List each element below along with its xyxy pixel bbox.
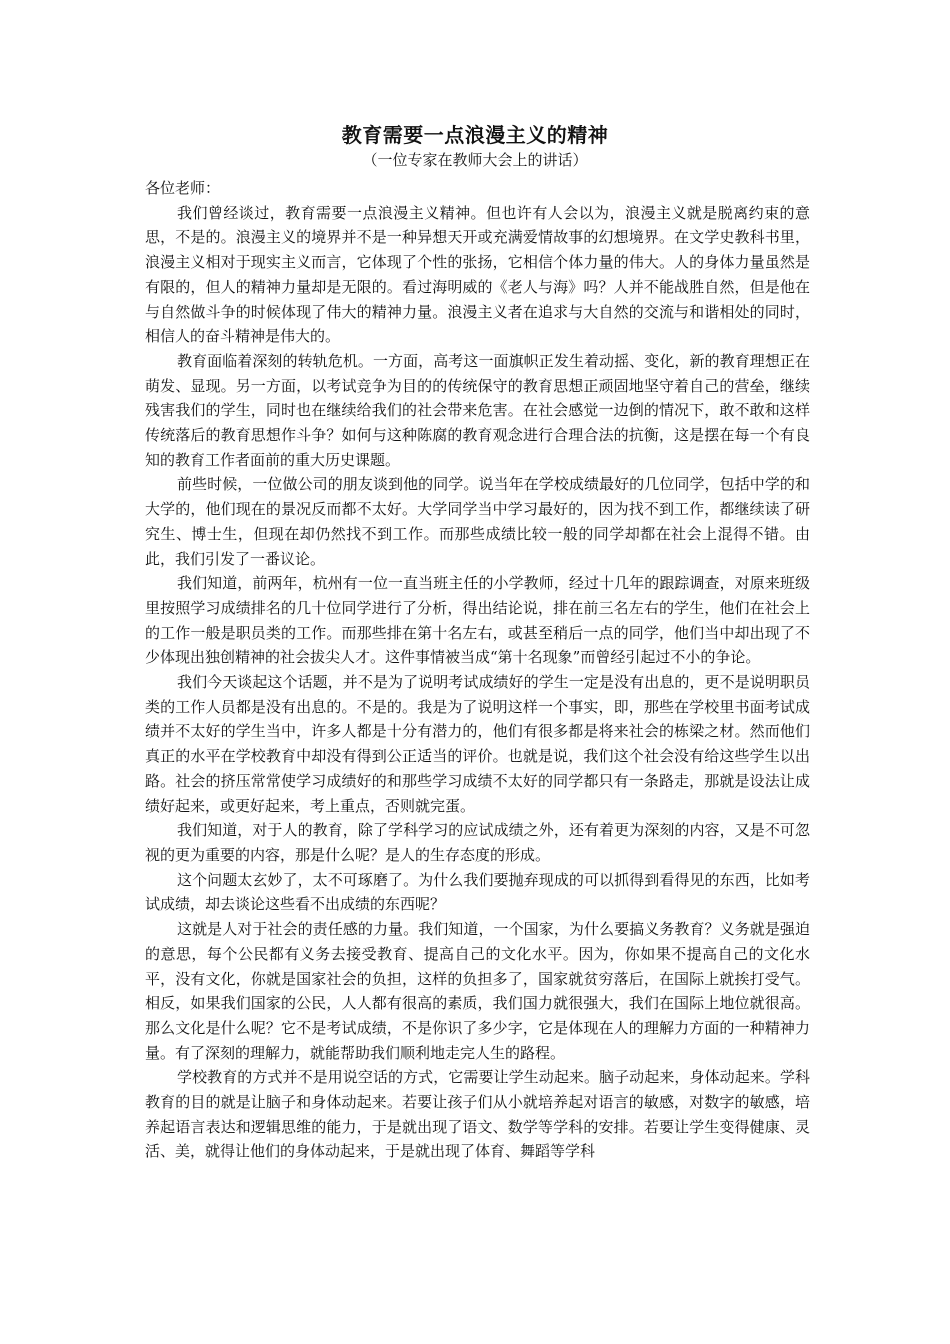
document-subtitle: （一位专家在教师大会上的讲话） [362,151,588,169]
paragraph-6: 我们知道，对于人的教育，除了学科学习的应试成绩之外，还有着更为深刻的内容，又是不可忽视的更为重要的内容，那是什么呢？是人的生存态度的形成。 [145,821,810,864]
paragraph-1: 我们曾经谈过，教育需要一点浪漫主义精神。但也许有人会以为，浪漫主义就是脱离约束的意思，不是的。浪漫主义的境界并不是一种异想天开或充满爱情故事的幻想境界。在文学史教科书里，浪漫主义相对于现实主义而言，它体现了个性的张扬，它相信个体力量的伟大。人的身体力量虽然是有限的，但人的精神力量却是无限的。看过海明威的《老人与海》吗？人并不能战胜自然，但是他在与自然做斗争的时候体现了伟大的精神力量。浪漫主义者在追求与大自然的交流与和谐相处的同时，相信人的奋斗精神是伟大的。 [145,203,810,346]
paragraph-4: 我们知道，前两年，杭州有一位一直当班主任的小学教师，经过十几年的跟踪调查，对原来班级里按照学习成绩排名的几十位同学进行了分析，得出结论说，排在前三名左右的学生，他们在社会上的工作一般是职员类的工作。而那些排在第十名左右，或甚至稍后一点的同学，他们当中却出现了不少体现出独创精神的社会拔尖人才。这件事情被当成“第十名现象”而曾经引起过不小的争论。 [145,574,810,667]
paragraph-2: 教育面临着深刻的转轨危机。一方面，高考这一面旗帜正发生着动摇、变化，新的教育理想正在萌发、显现。另一方面，以考试竞争为目的的传统保守的教育思想正顽固地坚守着自己的营垒，继续残害我们的学生，同时也在继续给我们的社会带来危害。在社会感觉一边倒的情况下，敢不敢和这样传统落后的教育思想作斗争？如何与这种陈腐的教育观念进行合理合法的抗衡，这是摆在每一个有良知的教育工作者面前的重大历史课题。 [145,351,810,469]
paragraph-5: 我们今天谈起这个话题，并不是为了说明考试成绩好的学生一定是没有出息的，更不是说明职员类的工作人员都是没有出息的。不是的。我是为了说明这样一个事实，即，那些在学校里书面考试成绩并不太好的学生当中，许多人都是十分有潜力的，他们有很多都是将来社会的栋梁之材。然而他们真正的水平在学校教育中却没有得到公正适当的评价。也就是说，我们这个社会没有给这些学生以出路。社会的挤压常常使学习成绩好的和那些学习成绩不太好的同学都只有一条路走，那就是设法让成绩好起来，或更好起来，考上重点，否则就完蛋。 [145,673,810,815]
document-body [145,176,810,1164]
paragraph-9: 学校教育的方式并不是用说空话的方式，它需要让学生动起来。脑子动起来，身体动起来。学科教育的目的就是让脑子和身体动起来。若要让孩子们从小就培养起对语言的敏感，对数字的敏感，培养起语言表达和逻辑思维的能力，于是就出现了语文、数学等学科的安排。若要让学生变得健康、灵活、美，就得让他们的身体动起来，于是就出现了体育、舞蹈等学科 [145,1068,810,1161]
paragraph-7: 这个问题太玄妙了，太不可琢磨了。为什么我们要抛弃现成的可以抓得到看得见的东西，比如考试成绩，却去谈论这些看不出成绩的东西呢？ [145,870,810,914]
salutation: 各位老师： [145,179,221,197]
paragraph-3: 前些时候，一位做公司的朋友谈到他的同学。说当年在学校成绩最好的几位同学，包括中学的和大学的，他们现在的景况反而都不太好。大学同学当中学习最好的，因为找不到工作，都继续读了研究生、博士生，但现在却仍然找不到工作。而那些成绩比较一般的同学却都在社会上混得不错。由此，我们引发了一番议论。 [145,475,810,568]
document-title: 教育需要一点浪漫主义的精神 [341,123,609,147]
paragraph-8: 这就是人对于社会的责任感的力量。我们知道，一个国家，为什么要搞义务教育？义务就是强迫的意思，每个公民都有义务去接受教育、提高自己的文化水平。因为，你如果不提高自己的文化水平，没有文化，你就是国家社会的负担，这样的负担多了，国家就贫穷落后，在国际上就挨打受气。相反，如果我们国家的公民，人人都有很高的素质，我们国力就很强大，我们在国际上地位就很高。那么文化是什么呢？它不是考试成绩，不是你识了多少字，它是体现在人的理解力方面的一种精神力量。有了深刻的理解力，就能帮助我们顺利地走完人生的路程。 [145,920,810,1062]
